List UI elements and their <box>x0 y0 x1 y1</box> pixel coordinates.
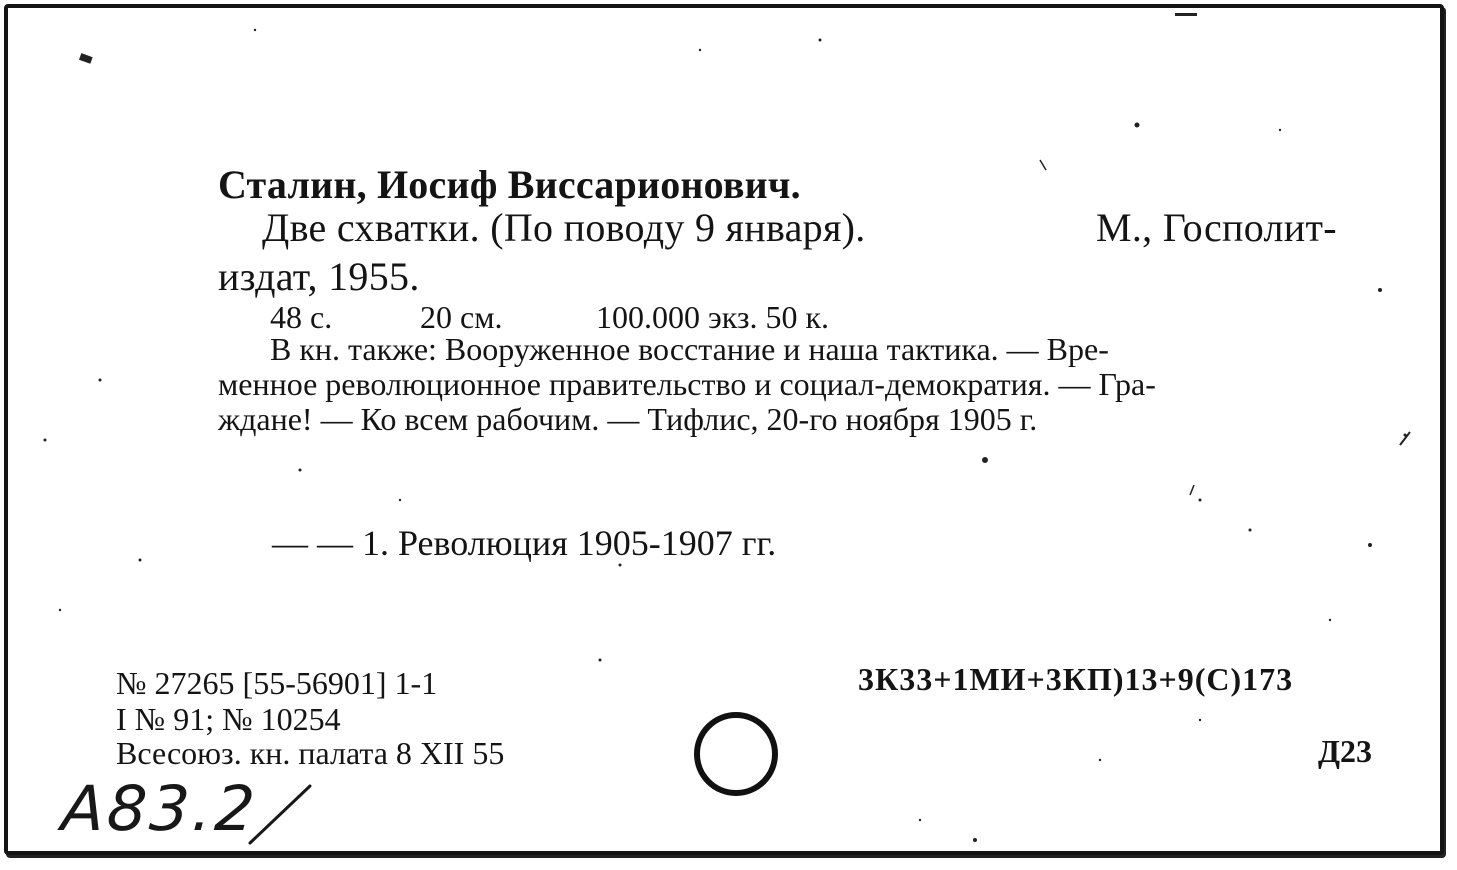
contents-line-3: ждане! — Ко всем рабочим. — Тифлис, 20-го ноября 1905 г. <box>218 401 1038 437</box>
card-number: № 27265 [55-56901] 1-1 <box>116 665 438 701</box>
contents-line-1: В кн. также: Вооруженное восстание и наша тактика. — Вре- <box>270 331 1109 367</box>
title-line-1: Две схватки. (По поводу 9 января). <box>262 205 866 250</box>
pages-count: 48 с. <box>270 299 333 335</box>
classification-index: 3К33+1МИ+3КП)13+9(С)173 <box>858 661 1294 697</box>
register-number: I № 91; № 10254 <box>116 701 341 737</box>
subject-heading: — — 1. Революция 1905-1907 гг. <box>272 523 777 563</box>
card-hole-circle <box>694 712 778 796</box>
chamber-line: Всесоюз. кн. палата 8 XII 55 <box>116 735 505 771</box>
handwritten-slash <box>190 768 330 848</box>
title-line-2: издат, 1955. <box>218 254 420 299</box>
contents-line-2: менное революционное правительство и социал-демократия. — Гра- <box>218 366 1156 402</box>
handwritten-shelf-mark: А83.2 <box>59 772 261 845</box>
print-run: 100.000 экз. 50 к. <box>596 299 830 335</box>
book-size: 20 см. <box>420 299 503 335</box>
author-mark: Д23 <box>1318 733 1373 769</box>
author-heading: Сталин, Иосиф Виссарионович. <box>218 162 801 207</box>
publisher-line-1: М., Госполит- <box>1096 205 1337 250</box>
